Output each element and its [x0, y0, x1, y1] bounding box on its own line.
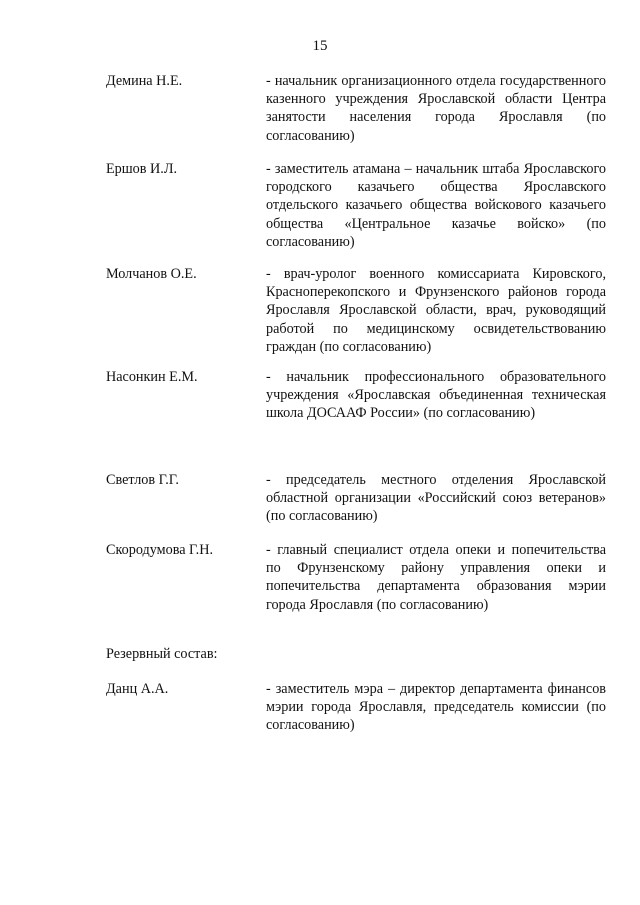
- member-name: Молчанов О.Е.: [106, 266, 197, 282]
- member-name: Насонкин Е.М.: [106, 369, 198, 385]
- member-description: - председатель местного отделения Ярославской областной организации «Российский союз ветеранов» (по согласованию): [266, 472, 606, 525]
- member-description: - заместитель мэра – директор департамента финансов мэрии города Ярославля, председатель комиссии (по согласованию): [266, 681, 606, 734]
- member-name: Демина Н.Е.: [106, 73, 183, 89]
- member-description: - врач-уролог военного комиссариата Кировского, Красноперекопского и Фрунзенского районов города Ярославля Ярославской области, врач, руководящий работой по медицинскому освидетельствованию граждан (по согласованию): [266, 266, 606, 355]
- member-description: - начальник профессионального образовательного учреждения «Ярославская объединенная техническая школа ДОСААФ России» (по согласованию): [266, 369, 606, 422]
- member-description: - заместитель атамана – начальник штаба Ярославского городского казачьего общества Ярославского отдельского казачьего общества войскового казачьего общества «Центральное казачье войско» (по согласованию): [266, 161, 606, 250]
- member-description: - главный специалист отдела опеки и попечительства по Фрунзенскому району управления опеки и попечительства департамента образования мэрии города Ярославля (по согласованию): [266, 542, 606, 613]
- member-name: Данц А.А.: [106, 681, 169, 697]
- member-name: Скородумова Г.Н.: [106, 542, 213, 558]
- member-name: Светлов Г.Г.: [106, 472, 179, 488]
- reserve-section-label: Резервный состав:: [106, 646, 218, 662]
- member-description: - начальник организационного отдела государственного казенного учреждения Ярославской области Центра занятости населения города Ярославля (по согласованию): [266, 73, 606, 144]
- page-number: 15: [312, 38, 328, 54]
- member-name: Ершов И.Л.: [106, 161, 177, 177]
